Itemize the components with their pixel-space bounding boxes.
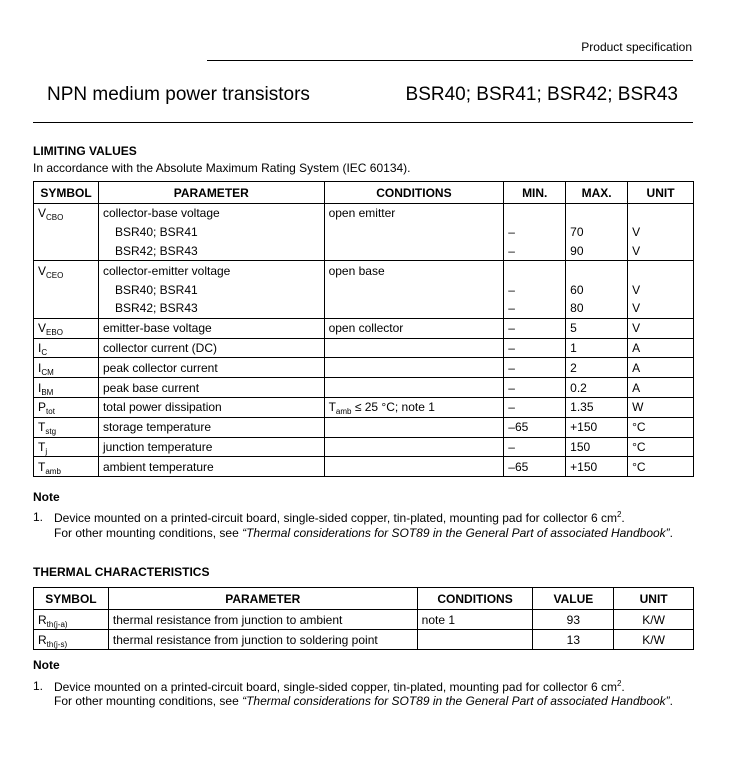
table-row — [34, 318, 694, 338]
min-cell: – — [504, 223, 566, 242]
min-cell: – — [504, 397, 566, 417]
symbol-cell — [34, 378, 99, 398]
table-header-row — [34, 588, 694, 610]
symbol-letter: I — [38, 340, 42, 355]
unit-cell: K/W — [614, 630, 694, 650]
conditions-cell — [324, 204, 504, 223]
symbol-letter: T — [38, 459, 46, 474]
symbol-cell — [34, 417, 99, 437]
conditions-cell — [324, 299, 504, 318]
symbol-cell — [34, 204, 99, 223]
parameter-cell: collector-base voltage — [98, 204, 324, 223]
column-header: PARAMETER — [108, 588, 417, 610]
parameter-cell: peak collector current — [98, 358, 324, 378]
symbol-cell — [34, 223, 99, 242]
column-header: SYMBOL — [34, 588, 109, 610]
parameter-cell: storage temperature — [98, 417, 324, 437]
limiting-note-line-1: Device mounted on a printed-circuit board, single-sided copper, tin-plated, mounting pad for collector 6 $cm^2$. — [54, 510, 625, 525]
table-header-row — [34, 182, 694, 204]
column-header: VALUE — [533, 588, 614, 610]
max-cell: +150 — [566, 457, 628, 477]
symbol-letter: T — [38, 439, 46, 454]
symbol-cell — [34, 358, 99, 378]
column-header: CONDITIONS — [324, 182, 504, 204]
parameter-cell: BSR42; BSR43 — [98, 299, 324, 318]
unit-cell: W — [628, 397, 694, 417]
table-row — [34, 223, 694, 242]
table-row — [34, 261, 694, 280]
max-cell: 5 — [566, 318, 628, 338]
thermal-note-number: 1. — [33, 679, 44, 693]
max-cell: 1.35 — [566, 397, 628, 417]
symbol-cell — [34, 242, 99, 261]
conditions-cell — [324, 318, 504, 338]
limiting-note-line-2: For other mounting conditions, see “Thermal considerations for SOT89 in the General Part of associated Handbook”. — [54, 526, 673, 540]
symbol-subscript: CBO — [46, 213, 64, 223]
symbol-subscript: tot — [46, 407, 55, 417]
min-cell: – — [504, 299, 566, 318]
table-row — [34, 280, 694, 299]
symbol-subscript: EBO — [46, 328, 63, 338]
condition-symbol: T — [328, 400, 336, 415]
thermal-note-heading: Note — [33, 658, 60, 672]
table-row — [34, 417, 694, 437]
symbol-letter: T — [38, 420, 46, 435]
symbol-cell — [34, 610, 109, 630]
header-bottom-rule — [33, 122, 693, 123]
table-row — [34, 437, 694, 457]
max-cell: 2 — [566, 358, 628, 378]
symbol-subscript: CEO — [46, 270, 64, 280]
symbol-letter: P — [38, 400, 47, 415]
thermal-note-line-2: For other mounting conditions, see “Thermal considerations for SOT89 in the General Part of associated Handbook”. — [54, 694, 673, 708]
conditions-cell — [324, 378, 504, 398]
product-specification-label: Product specification — [581, 40, 692, 54]
table-row — [34, 358, 694, 378]
min-cell: –65 — [504, 417, 566, 437]
parameter-cell: BSR40; BSR41 — [98, 223, 324, 242]
parameter-cell: thermal resistance from junction to ambient — [108, 610, 417, 630]
unit-cell: A — [628, 378, 694, 398]
min-cell: – — [504, 437, 566, 457]
min-cell: – — [504, 242, 566, 261]
table-row — [34, 338, 694, 358]
unit-cell: V — [628, 318, 694, 338]
symbol-cell — [34, 630, 109, 650]
max-cell — [566, 261, 628, 280]
parameter-cell: collector current (DC) — [98, 338, 324, 358]
thermal-note-line-1: Device mounted on a printed-circuit board, single-sided copper, tin-plated, mounting pad for collector 6 $cm^2$. — [54, 679, 625, 694]
parameter-cell: total power dissipation — [98, 397, 324, 417]
table-row — [34, 630, 694, 650]
table-row — [34, 457, 694, 477]
symbol-letter: V — [38, 321, 47, 336]
conditions-cell — [324, 397, 504, 417]
condition-text: ≤ 25 °C; note 1 — [351, 400, 435, 415]
unit-cell — [628, 204, 694, 223]
symbol-subscript: th(j-a) — [46, 619, 68, 629]
column-header: UNIT — [614, 588, 694, 610]
symbol-cell — [34, 318, 99, 338]
symbol-cell — [34, 338, 99, 358]
conditions-cell — [324, 280, 504, 299]
unit-cell: V — [628, 242, 694, 261]
condition-text: open base — [328, 263, 385, 278]
table-row — [34, 242, 694, 261]
min-cell: – — [504, 280, 566, 299]
unit-cell: °C — [628, 417, 694, 437]
unit-cell: °C — [628, 457, 694, 477]
limiting-note-heading: Note — [33, 490, 60, 504]
unit-cell: A — [628, 358, 694, 378]
symbol-subscript: stg — [45, 427, 57, 437]
table-row — [34, 378, 694, 398]
table-row — [34, 299, 694, 318]
max-cell: 80 — [566, 299, 628, 318]
parameter-cell: ambient temperature — [98, 457, 324, 477]
conditions-cell — [324, 417, 504, 437]
min-cell — [504, 204, 566, 223]
conditions-cell — [417, 630, 533, 650]
condition-subscript: amb — [335, 407, 352, 417]
unit-cell: V — [628, 280, 694, 299]
column-header: MAX. — [566, 182, 628, 204]
column-header: MIN. — [504, 182, 566, 204]
table-row — [34, 204, 694, 223]
symbol-cell — [34, 437, 99, 457]
min-cell: – — [504, 338, 566, 358]
unit-cell: °C — [628, 437, 694, 457]
unit-cell — [628, 261, 694, 280]
table-row — [34, 610, 694, 630]
column-header: CONDITIONS — [417, 588, 533, 610]
unit-cell: K/W — [614, 610, 694, 630]
symbol-letter: I — [38, 360, 42, 375]
symbol-letter: R — [38, 612, 47, 627]
min-cell: – — [504, 378, 566, 398]
parameter-cell: thermal resistance from junction to soldering point — [108, 630, 417, 650]
symbol-cell — [34, 261, 99, 280]
min-cell: – — [504, 358, 566, 378]
table-row — [34, 397, 694, 417]
unit-cell: A — [628, 338, 694, 358]
column-header: SYMBOL — [34, 182, 99, 204]
document-title: NPN medium power transistors — [47, 84, 310, 105]
min-cell — [504, 261, 566, 280]
parameter-cell: collector-emitter voltage — [98, 261, 324, 280]
symbol-letter: V — [38, 206, 47, 221]
max-cell: 0.2 — [566, 378, 628, 398]
unit-cell: V — [628, 223, 694, 242]
max-cell: +150 — [566, 417, 628, 437]
conditions-cell — [324, 338, 504, 358]
symbol-subscript: th(j-s) — [46, 639, 68, 649]
conditions-cell — [324, 242, 504, 261]
column-header: PARAMETER — [98, 182, 324, 204]
parameter-cell: BSR40; BSR41 — [98, 280, 324, 299]
condition-text: open collector — [328, 321, 404, 336]
header-top-rule — [207, 60, 693, 61]
conditions-cell — [324, 261, 504, 280]
symbol-subscript: C — [41, 347, 48, 357]
conditions-cell — [324, 223, 504, 242]
max-cell — [566, 204, 628, 223]
max-cell: 90 — [566, 242, 628, 261]
conditions-cell — [324, 457, 504, 477]
thermal-table — [33, 587, 694, 650]
limiting-values-intro: In accordance with the Absolute Maximum Rating System (IEC 60134). — [33, 161, 411, 175]
parameter-cell: junction temperature — [98, 437, 324, 457]
value-cell: 93 — [533, 610, 614, 630]
max-cell: 1 — [566, 338, 628, 358]
limiting-values-heading: LIMITING VALUES — [33, 144, 137, 158]
min-cell: –65 — [504, 457, 566, 477]
limiting-note-number: 1. — [33, 510, 44, 524]
parameter-cell: peak base current — [98, 378, 324, 398]
value-cell: 13 — [533, 630, 614, 650]
unit-cell: V — [628, 299, 694, 318]
thermal-heading: THERMAL CHARACTERISTICS — [33, 565, 210, 579]
conditions-cell — [324, 437, 504, 457]
symbol-letter: R — [38, 632, 47, 647]
symbol-subscript: CM — [41, 367, 54, 377]
part-numbers: BSR40; BSR41; BSR42; BSR43 — [405, 84, 678, 105]
conditions-cell — [324, 358, 504, 378]
column-header: UNIT — [628, 182, 694, 204]
symbol-cell — [34, 299, 99, 318]
symbol-letter: I — [38, 380, 42, 395]
symbol-subscript: BM — [41, 387, 54, 397]
max-cell: 60 — [566, 280, 628, 299]
symbol-cell — [34, 457, 99, 477]
parameter-cell: emitter-base voltage — [98, 318, 324, 338]
limiting-values-table — [33, 181, 694, 477]
condition-text: open emitter — [328, 206, 396, 221]
symbol-subscript: j — [45, 446, 48, 456]
parameter-cell: BSR42; BSR43 — [98, 242, 324, 261]
max-cell: 150 — [566, 437, 628, 457]
conditions-cell: note 1 — [417, 610, 533, 630]
symbol-letter: V — [38, 263, 47, 278]
symbol-subscript: amb — [45, 466, 61, 476]
min-cell: – — [504, 318, 566, 338]
symbol-cell — [34, 397, 99, 417]
symbol-cell — [34, 280, 99, 299]
max-cell: 70 — [566, 223, 628, 242]
